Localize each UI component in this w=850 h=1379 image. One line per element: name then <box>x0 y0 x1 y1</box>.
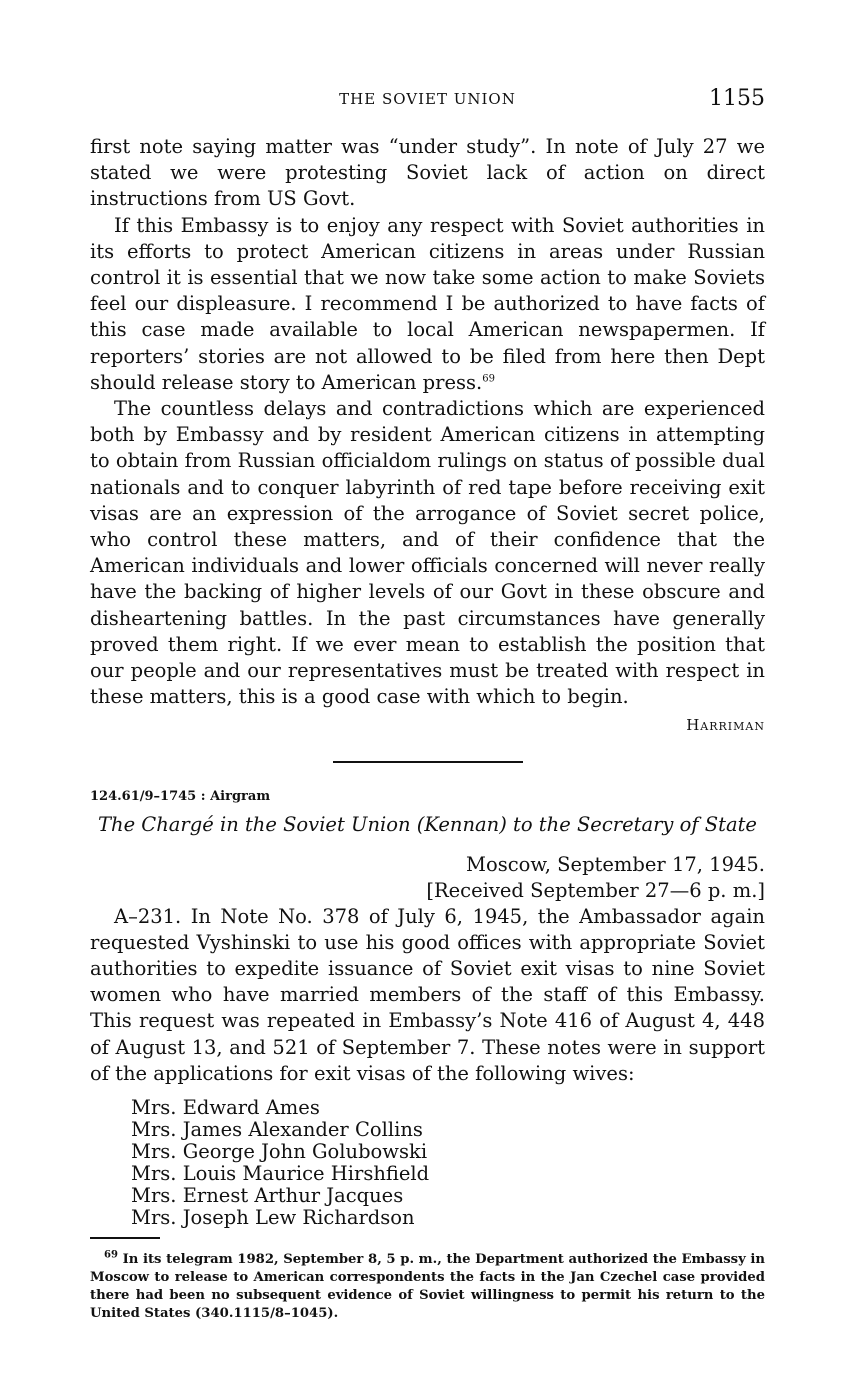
wives-list <box>131 1097 765 1229</box>
document-heading: The Chargé in the Soviet Union (Kennan) to the Secretary of State <box>98 812 757 836</box>
list-item: Mrs. George John Golubowski <box>131 1140 428 1164</box>
body-text <box>90 134 765 1323</box>
received-line: [Received September 27—6 p. m.] <box>426 878 765 902</box>
dateline: Moscow, September 17, 1945. <box>466 852 765 876</box>
paragraph-airgram: A–231. In Note No. 378 of July 6, 1945, the Ambassador again requested Vyshinski to use his good offices with appropriate Soviet authorities to expedite issuance of Soviet exit visas to nine Soviet women who have married members of the staff of this Embassy. This request was repeated in Embassy’s Note 416 of August 4, 448 of August 13, and 521 of September 7. These notes were in support of the applications for exit visas of the following wives: <box>90 904 765 1085</box>
paragraph-delays: The countless delays and contradictions which are experienced both by Embassy and by resident American citizens in attempting to obtain from Russian officialdom rulings on status of possible dual nationals and to conquer labyrinth of red tape before receiving exit visas are an expression of the arrogance of Soviet secret police, who control these matters, and of their confidence that the American individuals and lower officials concerned will never really have the backing of higher levels of our Govt in these obscure and disheartening battles. In the past circumstances have generally proved them right. If we ever mean to establish the position that our people and our representatives must be treated with respect in these matters, this is a good case with which to begin. <box>90 397 765 709</box>
signature: Harriman <box>686 716 765 735</box>
paragraph-recommendation: If this Embassy is to enjoy any respect with Soviet authorities in its efforts to protect American citizens in areas under Russian control it is essential that we now take some action to make Soviets feel our displeasure. I recommend I be authorized to have facts of this case made available to local American newspapermen. If reporters’ stories are not allowed to be filed from here then Dept should release story to American press.$^{69}$ <box>90 213 765 394</box>
section-divider <box>333 761 523 763</box>
page-number: 1155 <box>709 86 765 111</box>
running-head <box>90 86 765 116</box>
paragraph-continuation: first note saying matter was “under study”. In note of July 27 we stated we were protesting Soviet lack of action on direct instructions from US Govt. <box>90 135 765 211</box>
list-item: Mrs. Joseph Lew Richardson <box>131 1206 415 1230</box>
footnote-rule <box>90 1237 160 1239</box>
running-title: THE SOVIET UNION <box>339 90 516 108</box>
footnote-reference: 69 <box>482 373 495 385</box>
list-item: Mrs. Louis Maurice Hirshfield <box>131 1162 430 1186</box>
list-item: Mrs. Ernest Arthur Jacques <box>131 1184 404 1208</box>
list-item: Mrs. Edward Ames <box>131 1096 320 1120</box>
file-reference: 124.61/9–1745 : Airgram <box>90 788 271 804</box>
footnote-marker: 69 <box>104 1249 118 1261</box>
footnote: $^{69}$ In its telegram 1982, September 8, 5 p. m., the Department authorized the Embassy in Moscow to release to American correspondents the facts in the Jan Czechel case provided there had been no subsequent evidence of Soviet willingness to permit his return to the United States (340.1115/8–1045). <box>90 1249 765 1322</box>
list-item: Mrs. James Alexander Collins <box>131 1118 423 1142</box>
